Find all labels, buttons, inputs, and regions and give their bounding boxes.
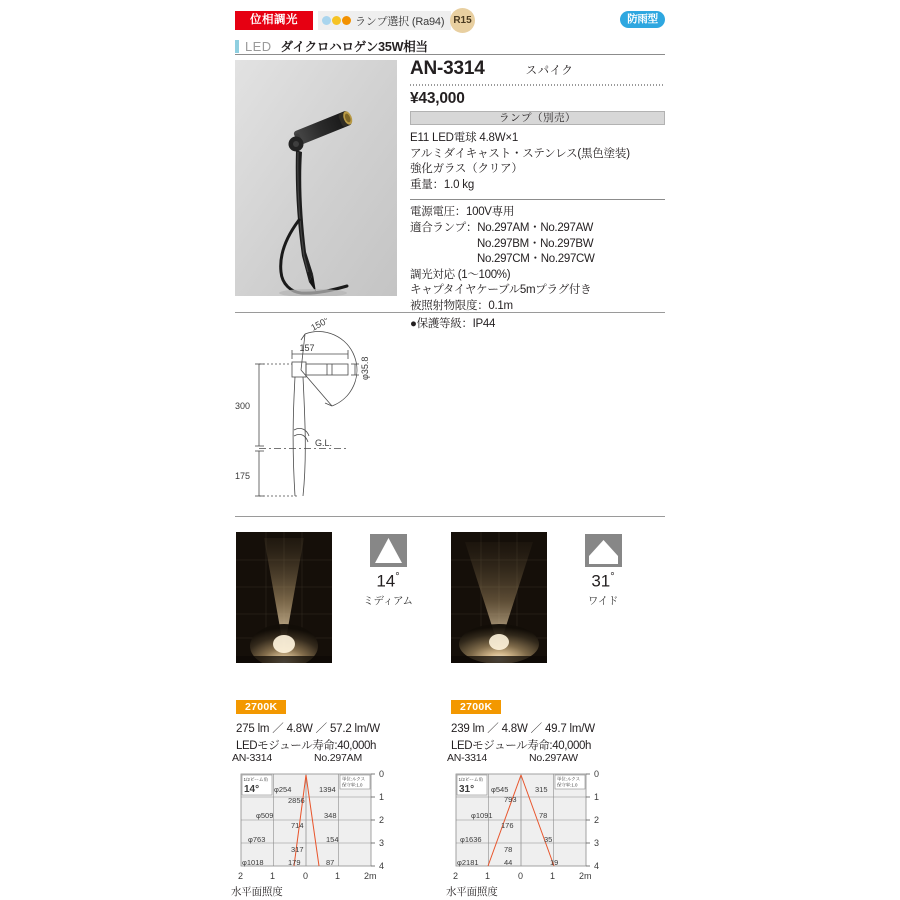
- halogen-equivalent-label: ダイクロハロゲン35W相当: [280, 40, 428, 54]
- dim-angle-label: 150°: [309, 318, 331, 333]
- chart-center-1-medium: 2856: [288, 796, 305, 805]
- phase-dimming-badge: 位相調光: [235, 11, 313, 30]
- chart-caption-medium: 水平面照度: [231, 886, 283, 898]
- beam-angle-medium: [348, 571, 428, 592]
- beam-info-medium: [348, 534, 428, 608]
- chart-edge-3-medium: 154: [326, 835, 339, 844]
- spec-list-secondary: [410, 205, 665, 332]
- spec-line-cable: キャプタイヤケーブル5mプラグ付き: [410, 284, 592, 297]
- beam-angle-wide: [563, 571, 643, 592]
- chart-dia-4-medium: φ1018: [242, 858, 264, 867]
- chart-edge-2-wide: 78: [539, 811, 548, 820]
- chart-xtick-p1: 1: [335, 871, 341, 881]
- chart-edge-1-wide: 315: [535, 785, 548, 794]
- spike-light-illustration: [235, 60, 397, 296]
- led-subtitle-row: [235, 38, 428, 54]
- lumen-output-medium: 275 lm ／ 4.8W ／ 57.2 lm/W: [236, 723, 380, 735]
- chart-title-wide: AN-3314: [447, 752, 488, 764]
- spec-line-distance: 被照射物限度：0.1m: [410, 299, 513, 312]
- chart-dia-3-medium: φ763: [248, 835, 266, 844]
- chart-xtick-0-wide: 0: [518, 871, 524, 881]
- beam-info-wide: [563, 534, 643, 608]
- beam-photo-medium-svg: [236, 532, 332, 663]
- chart-xtick-n1-wide: 1: [485, 871, 491, 881]
- chart-ytick-3-wide: 3: [594, 838, 600, 848]
- r15-badge: R15: [450, 8, 475, 33]
- spec-line-weight: 重量：1.0 kg: [410, 178, 475, 191]
- spec-list-primary: [410, 131, 665, 193]
- product-photo: [235, 60, 397, 296]
- chart-edge-2-medium: 348: [324, 811, 337, 820]
- illuminance-chart-wide: [446, 752, 616, 899]
- spec-line-lamp: E11 LED電球 4.8W×1: [410, 132, 519, 144]
- chart-edge-1-medium: 1394: [319, 785, 336, 794]
- chart-dia-1-wide: φ545: [491, 785, 509, 794]
- chart-head-medium: [231, 752, 401, 765]
- chart-xtick-n2: 2: [238, 871, 244, 881]
- beam-name-wide: ワイド: [587, 594, 619, 607]
- mount-type-label: スパイク: [525, 65, 574, 77]
- chart-ytick-2: 2: [379, 815, 385, 825]
- chart-center-1-wide: 793: [504, 795, 517, 804]
- spec-line-protection: ●保護等級：IP44: [410, 317, 496, 330]
- wide-beam-glyph: [585, 534, 622, 567]
- chart-center-3-medium: 317: [291, 845, 304, 854]
- chart-center-4-wide: 44: [504, 858, 513, 867]
- lamp-color-dot-cool-icon: [322, 16, 331, 25]
- accent-tick-icon: [235, 40, 239, 53]
- chart-maint-label-medium: 保守率:1.0: [342, 782, 363, 788]
- spec-line-compatible-lamp: 適合ランプ：No.297AM・No.297AW: [410, 221, 594, 234]
- dim-height-below-label: 175: [235, 471, 251, 481]
- chart-center-4-medium: 179: [288, 858, 301, 867]
- narrow-beam-icon: [370, 534, 407, 567]
- spec-line-compatible-lamp-3: No.297CM・No.297CW: [477, 253, 595, 266]
- badge-bar: [235, 11, 665, 30]
- chart-beam-label-medium: 1/2ビーム角: [243, 777, 269, 782]
- chart-center-2-medium: 714: [291, 821, 304, 830]
- beam-photo-wide: [451, 532, 547, 663]
- beam-angle-wide-deg: °: [610, 571, 615, 583]
- chart-edge-4-medium: 87: [326, 858, 335, 867]
- chart-beam-label-wide: 1/2ビーム角: [458, 777, 484, 782]
- dim-diameter-label: φ35.8: [360, 356, 370, 380]
- chart-unit-label-medium: 単位:ルクス: [342, 776, 366, 782]
- chart-subtitle-wide: No.297AW: [529, 752, 578, 764]
- model-number: AN-3314: [410, 58, 485, 79]
- spec-column: [410, 58, 665, 332]
- chart-svg-wide: [446, 766, 616, 884]
- chart-xtick-p2: 2m: [364, 871, 377, 881]
- narrow-beam-glyph: [370, 534, 407, 567]
- chart-head-wide: [446, 752, 616, 765]
- spec-line-voltage: 電源電圧：100V専用: [410, 206, 515, 219]
- ground-line-label: G.L.: [315, 438, 333, 448]
- lamp-sold-separately-bar: ランプ（別売）: [410, 111, 665, 125]
- chart-ytick-0-wide: 0: [594, 769, 600, 779]
- chart-unit-label-wide: 単位:ルクス: [557, 776, 581, 782]
- beam-name-medium: ミディアム: [363, 594, 413, 607]
- module-life-wide: LEDモジュール寿命:40,000h: [451, 740, 591, 752]
- led-label: LED: [245, 38, 272, 54]
- lumen-block-wide: [451, 697, 595, 753]
- spec-line-glass: 強化ガラス（クリア）: [410, 163, 523, 176]
- lamp-color-dot-warm-icon: [332, 16, 341, 25]
- lamp-color-dot-amber-icon: [342, 16, 351, 25]
- chart-xtick-p2-wide: 2m: [579, 871, 592, 881]
- chart-xtick-p1-wide: 1: [550, 871, 556, 881]
- chart-dia-2-wide: φ1091: [471, 811, 493, 820]
- chart-svg-medium: [231, 766, 401, 884]
- chart-subtitle-medium: No.297AM: [314, 752, 363, 764]
- chart-dia-2-medium: φ509: [256, 811, 274, 820]
- chart-ytick-3: 3: [379, 838, 385, 848]
- chart-beam-angle-wide: 31°: [459, 784, 475, 795]
- chart-xtick-n2-wide: 2: [453, 871, 459, 881]
- lamp-select-label: ランプ選択 (Ra94): [355, 15, 445, 28]
- section-divider-beams: [235, 516, 665, 517]
- dotted-divider: [410, 84, 665, 86]
- chart-ytick-1: 1: [379, 792, 385, 802]
- chart-xtick-0: 0: [303, 871, 309, 881]
- dimension-drawing-svg: [235, 318, 455, 508]
- lumen-output-wide: 239 lm ／ 4.8W ／ 49.7 lm/W: [451, 723, 595, 735]
- chart-center-3-wide: 78: [504, 845, 513, 854]
- chart-edge-3-wide: 35: [544, 835, 553, 844]
- spec-line-compatible-lamp-2: No.297BM・No.297BW: [477, 237, 594, 250]
- chart-dia-1-medium: φ254: [274, 785, 292, 794]
- kelvin-badge-wide: 2700K: [451, 700, 501, 714]
- chart-center-2-wide: 176: [501, 821, 514, 830]
- chart-ytick-0: 0: [379, 769, 385, 779]
- chart-title-medium: AN-3314: [232, 752, 273, 764]
- chart-ytick-4: 4: [379, 861, 385, 871]
- section-divider-drawing: [235, 312, 665, 313]
- illuminance-chart-medium: [231, 752, 401, 899]
- module-life-medium: LEDモジュール寿命:40,000h: [236, 740, 376, 752]
- wide-beam-icon: [585, 534, 622, 567]
- chart-dia-3-wide: φ1636: [460, 835, 482, 844]
- chart-beam-angle-medium: 14°: [244, 784, 260, 795]
- chart-edge-4-wide: 19: [550, 858, 559, 867]
- chart-dia-4-wide: φ2181: [457, 858, 479, 867]
- dim-width-label: 157: [299, 343, 315, 353]
- spec-divider: [410, 199, 665, 200]
- header-divider: [235, 54, 665, 55]
- lamp-select-badge: [318, 11, 451, 30]
- spec-line-material: アルミダイキャスト・ステンレス(黒色塗装): [410, 147, 630, 160]
- kelvin-badge-medium: 2700K: [236, 700, 286, 714]
- beam-angle-wide-value: 31: [591, 571, 611, 591]
- dimension-drawing: [235, 318, 455, 508]
- beam-angle-medium-value: 14: [376, 571, 396, 591]
- spec-line-dimming: 調光対応 (1～100%): [410, 268, 511, 281]
- chart-xtick-n1: 1: [270, 871, 276, 881]
- model-row: [410, 58, 665, 80]
- lumen-block-medium: [236, 697, 380, 753]
- chart-ytick-4-wide: 4: [594, 861, 600, 871]
- chart-ytick-2-wide: 2: [594, 815, 600, 825]
- chart-ytick-1-wide: 1: [594, 792, 600, 802]
- chart-caption-wide: 水平面照度: [446, 886, 498, 898]
- beam-photo-medium: [236, 532, 332, 663]
- beam-angle-medium-deg: °: [395, 571, 400, 583]
- beam-photo-wide-svg: [451, 532, 547, 663]
- rainproof-badge: 防雨型: [620, 11, 665, 28]
- chart-maint-label-wide: 保守率:1.0: [557, 782, 578, 788]
- price-label: ¥43,000: [410, 90, 465, 107]
- dim-height-above-label: 300: [235, 401, 251, 411]
